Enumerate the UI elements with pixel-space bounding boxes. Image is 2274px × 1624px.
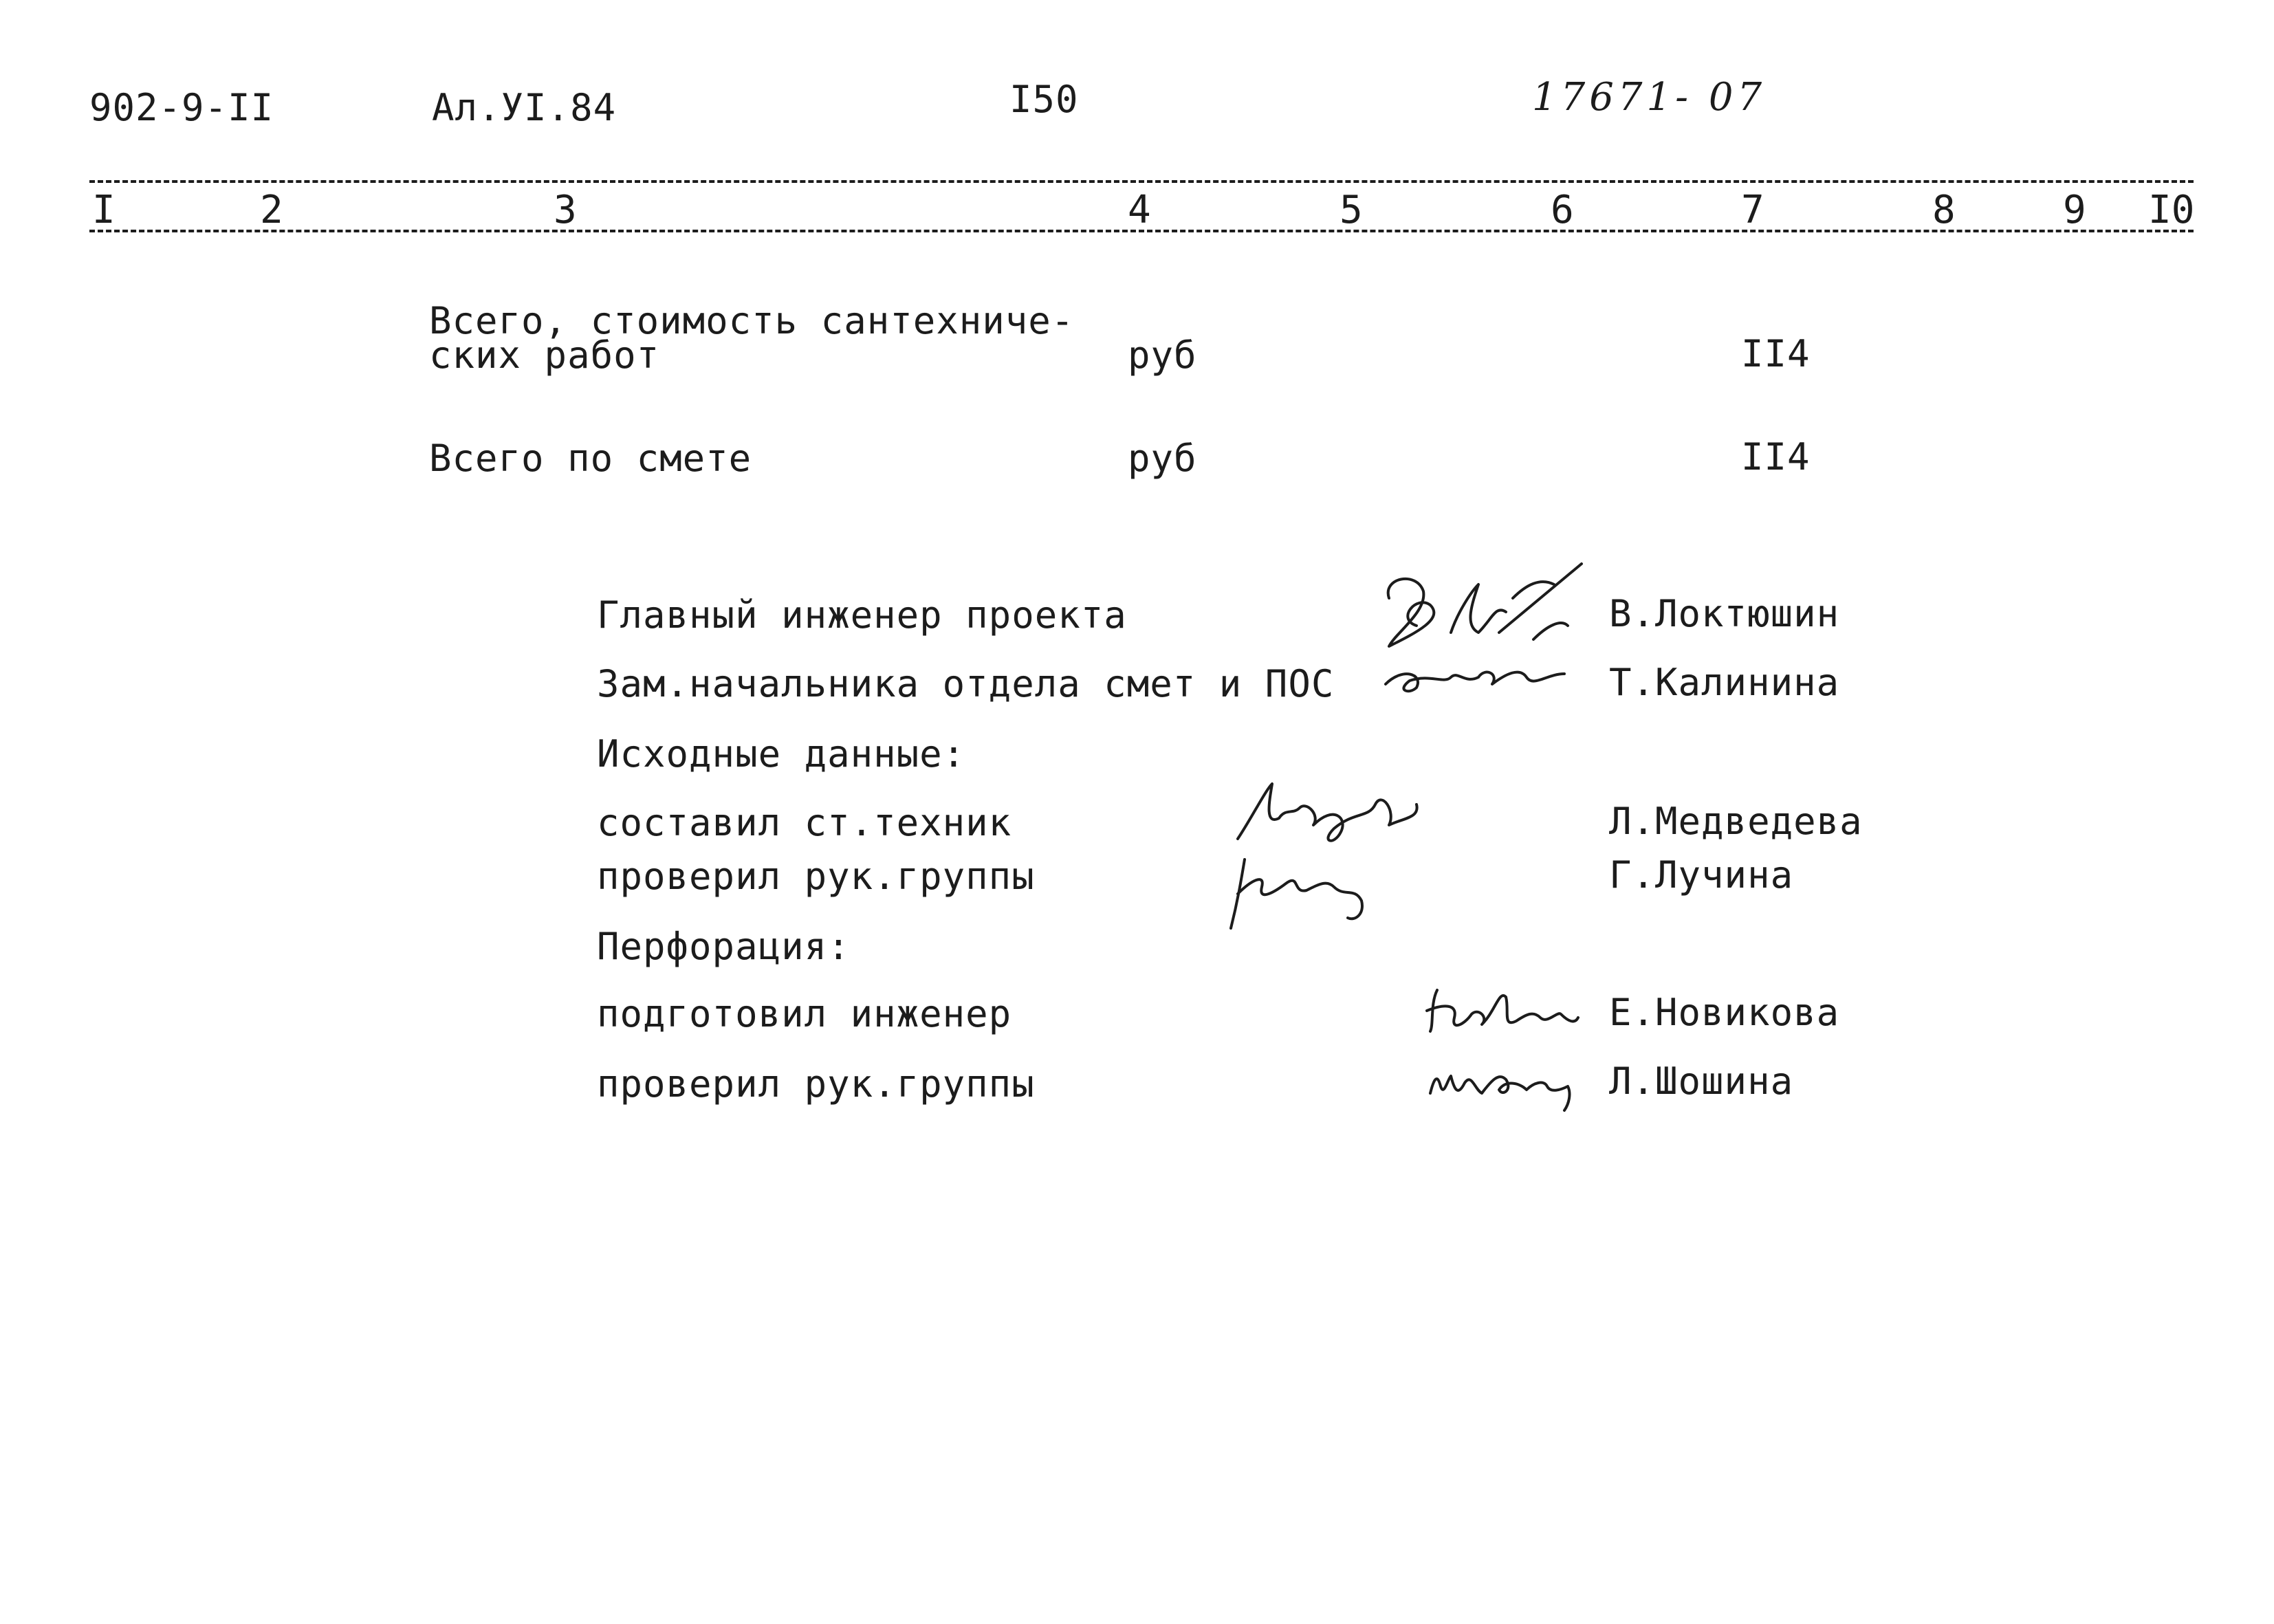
source-data-heading: Исходные данные: bbox=[597, 732, 966, 776]
compiled-by-title: составил ст.техник bbox=[597, 801, 1012, 844]
chief-engineer-signature bbox=[1375, 557, 1595, 667]
total-estimate-unit: руб bbox=[1128, 437, 1197, 480]
checked-by-2-signature bbox=[1423, 1052, 1588, 1114]
compiled-by-name: Л.Медведева bbox=[1609, 800, 1863, 843]
column-number-2: 2 bbox=[260, 188, 283, 232]
column-number-8: 8 bbox=[1932, 188, 1956, 232]
deputy-head-name: Т.Калинина bbox=[1609, 661, 1840, 704]
prepared-by-signature bbox=[1423, 983, 1582, 1038]
page-number: I50 bbox=[1009, 78, 1079, 121]
album-number: Ал.УI.84 bbox=[432, 86, 617, 129]
column-number-6: 6 bbox=[1551, 188, 1574, 232]
column-number-9: 9 bbox=[2063, 188, 2086, 232]
column-number-4: 4 bbox=[1128, 188, 1151, 232]
total-sanitary-unit: руб bbox=[1128, 333, 1197, 377]
prepared-by-name: Е.Новикова bbox=[1609, 991, 1840, 1034]
column-number-5: 5 bbox=[1340, 188, 1363, 232]
checked-by-2-title: проверил рук.группы bbox=[597, 1062, 1035, 1106]
checked-by-1-signature bbox=[1224, 846, 1375, 935]
deputy-head-signature bbox=[1382, 653, 1568, 701]
column-number-10: I0 bbox=[2148, 188, 2195, 232]
checked-by-1-title: проверил рук.группы bbox=[597, 855, 1035, 898]
checked-by-1-name: Г.Лучина bbox=[1609, 853, 1794, 897]
total-sanitary-label-line2: ских работ bbox=[429, 333, 660, 377]
column-number-1: I bbox=[92, 188, 116, 232]
chief-engineer-title: Главный инженер проекта bbox=[597, 593, 1127, 637]
chief-engineer-name: В.Локтюшин bbox=[1609, 592, 1840, 635]
total-sanitary-label-line1: Всего, стоимость сантехниче- bbox=[429, 299, 1075, 342]
document-code: 902-9-II bbox=[89, 86, 274, 129]
column-header-top-rule bbox=[89, 180, 2194, 183]
deputy-head-title: Зам.начальника отдела смет и ПОС bbox=[597, 662, 1335, 705]
total-sanitary-value: II4 bbox=[1741, 332, 1811, 375]
handwritten-inventory-number: 17671- 07 bbox=[1532, 75, 1767, 120]
column-number-3: 3 bbox=[554, 188, 577, 232]
prepared-by-title: подготовил инженер bbox=[597, 992, 1012, 1035]
column-number-7: 7 bbox=[1741, 188, 1764, 232]
total-estimate-label: Всего по смете bbox=[429, 437, 752, 480]
total-estimate-value: II4 bbox=[1741, 435, 1811, 479]
perforation-heading: Перфорация: bbox=[597, 925, 851, 968]
checked-by-2-name: Л.Шошина bbox=[1609, 1060, 1794, 1103]
compiled-by-signature bbox=[1231, 777, 1430, 853]
